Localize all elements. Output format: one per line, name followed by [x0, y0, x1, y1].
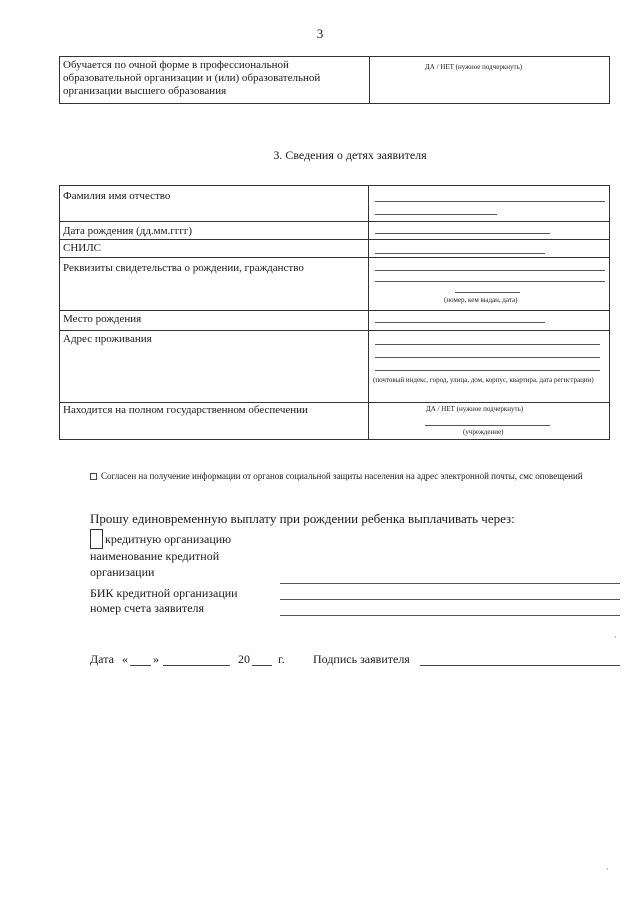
consent-checkbox[interactable] [90, 473, 97, 480]
consent-block [90, 470, 610, 482]
account-input-line[interactable] [280, 615, 620, 616]
section-title: 3. Сведения о детях заявителя [273, 148, 427, 162]
study-answer[interactable]: ДА / НЕТ (нужное подчеркнуть) [425, 63, 523, 71]
row-divider [59, 310, 610, 311]
address-input-line[interactable] [375, 357, 600, 358]
birth-place-input-line[interactable] [375, 322, 545, 323]
bank-name-input-line[interactable] [280, 583, 620, 584]
bank-option-label: кредитную организацию [105, 532, 232, 546]
bank-name-label-line1: наименование кредитной [90, 549, 220, 563]
row-divider [59, 257, 610, 258]
certificate-input-line[interactable] [375, 281, 605, 282]
bik-input-line[interactable] [280, 599, 620, 600]
signature-input-line[interactable] [420, 665, 620, 666]
bank-name-label-line2: организации [90, 565, 155, 579]
birth-date-input-line[interactable] [375, 233, 550, 234]
full-name-input-line[interactable] [375, 214, 497, 215]
account-label: номер счета заявителя [90, 601, 205, 615]
certificate-input-line[interactable] [455, 292, 520, 293]
full-name-input-line[interactable] [375, 201, 605, 202]
scan-mark: · [614, 633, 617, 642]
bank-option-checkbox[interactable] [90, 529, 103, 549]
birth-date-label: Дата рождения (дд.мм.гггг) [63, 225, 193, 237]
year-input-line[interactable] [252, 665, 272, 666]
certificate-label: Реквизиты свидетельства о рождении, гражданство [63, 262, 304, 274]
state-support-answer[interactable]: ДА / НЕТ (нужное подчеркнуть) [426, 405, 524, 413]
row-divider [59, 239, 610, 240]
row-divider [59, 221, 610, 222]
birth-place-label: Место рождения [63, 313, 142, 325]
address-input-line[interactable] [375, 344, 600, 345]
address-hint: (почтовый индекс, город, улица, дом, корпус, квартира, дата регистрации) [373, 376, 594, 384]
date-label: Дата [90, 652, 114, 666]
signature-label: Подпись заявителя [313, 652, 410, 666]
month-input-line[interactable] [163, 665, 230, 666]
certificate-hint: (номер, кем выдан, дата) [444, 296, 518, 304]
study-label: Обучается по очной форме в профессиональной образовательной организации и (или) образовательной организации высшего образования [63, 59, 321, 97]
quote-open: « [122, 652, 128, 666]
page-number: 3 [316, 26, 324, 41]
state-support-label: Находится на полном государственном обеспечении [63, 404, 308, 416]
address-input-line[interactable] [375, 370, 600, 371]
row-divider [59, 402, 610, 403]
full-name-label: Фамилия имя отчество [63, 190, 171, 202]
institution-hint: (учреждение) [463, 428, 504, 436]
snils-input-line[interactable] [375, 253, 545, 254]
snils-label: СНИЛС [63, 242, 102, 254]
bik-label: БИК кредитной организации [90, 586, 238, 600]
institution-input-line[interactable] [425, 425, 550, 426]
year-suffix: г. [278, 652, 285, 666]
certificate-input-line[interactable] [375, 270, 605, 271]
row-divider [59, 330, 610, 331]
consent-text: Согласен на получение информации от органов социальной защиты населения на адрес электронной почты, смс оповещений [101, 471, 583, 481]
payout-intro: Прошу единовременную выплату при рождении ребенка выплачивать через: [90, 511, 515, 526]
quote-close: » [153, 652, 159, 666]
day-input-line[interactable] [130, 665, 151, 666]
study-table-divider [369, 56, 370, 104]
scan-mark: · [606, 865, 609, 874]
year-prefix: 20 [238, 652, 250, 666]
address-label: Адрес проживания [63, 333, 152, 345]
